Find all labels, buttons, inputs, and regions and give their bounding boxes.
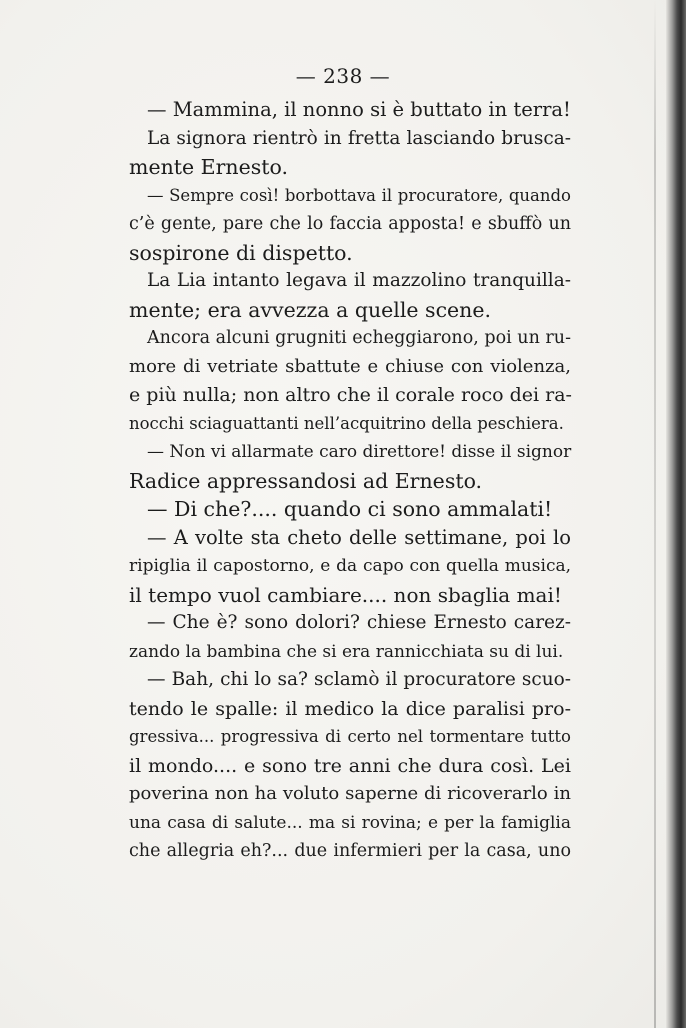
text-line-24: il mondo.... e sono tre anni che dura così. Lei [129, 754, 571, 777]
text-line-11: e più nulla; non altro che il corale roco dei ra- [129, 384, 572, 406]
text-line-3: mente Ernesto. [129, 155, 289, 179]
text-line-8: mente; era avvezza a quelle scene. [129, 297, 492, 322]
text-line-12: nocchi sciaguattanti nell’acquitrino della peschiera. [129, 413, 564, 433]
body-text [129, 96, 571, 866]
book-binding-edge [666, 0, 686, 1028]
text-line-26: una casa di salute... ma si rovina; e per la famiglia [129, 812, 571, 833]
text-line-10: more di vetriate sbattute e chiuse con violenza, [129, 355, 571, 377]
text-line-19: — Che è? sono dolori? chiese Ernesto carez- [147, 612, 571, 633]
text-line-23: gressiva... progressiva di certo nel tormentare tutto [129, 727, 571, 746]
text-line-4: — Sempre così! borbottava il procuratore, quando [147, 185, 571, 205]
text-line-14: Radice appressandosi ad Ernesto. [129, 468, 483, 493]
text-line-5: c’è gente, pare che lo faccia apposta! e sbuffò un [129, 214, 571, 234]
text-line-15: — Di che?.... quando ci sono ammalati! [147, 497, 553, 521]
text-line-1: — Mammina, il nonno si è buttato in terra! [147, 98, 571, 121]
text-line-2: La signora rientrò in fretta lasciando brusca- [147, 127, 571, 149]
page-number: — 238 — [295, 64, 391, 88]
text-line-13: — Non vi allarmate caro direttore! disse il signor [147, 442, 572, 462]
text-line-22: tendo le spalle: il medico la dice paralisi pro- [129, 697, 571, 720]
text-line-9: Ancora alcuni grugniti echeggiarono, poi un ru- [147, 328, 571, 348]
text-line-20: zando la bambina che si era rannicchiata su di lui. [129, 641, 564, 662]
text-line-7: La Lia intanto legava il mazzolino tranquilla- [147, 270, 571, 291]
page-fold-shadow [654, 0, 656, 1028]
text-line-25: poverina non ha voluto saperne di ricoverarlo in [129, 783, 571, 804]
text-line-17: ripiglia il capostorno, e da capo con quella musica, [129, 556, 571, 576]
text-line-18: il tempo vuol cambiare.... non sbaglia mai! [129, 582, 562, 607]
text-line-16: — A volte sta cheto delle settimane, poi lo [147, 525, 571, 549]
text-line-21: — Bah, chi lo sa? sclamò il procuratore scuo- [147, 669, 571, 690]
text-line-27: che allegria eh?... due infermieri per la casa, uno [129, 841, 571, 861]
text-line-6: sospirone di dispetto. [129, 240, 353, 265]
